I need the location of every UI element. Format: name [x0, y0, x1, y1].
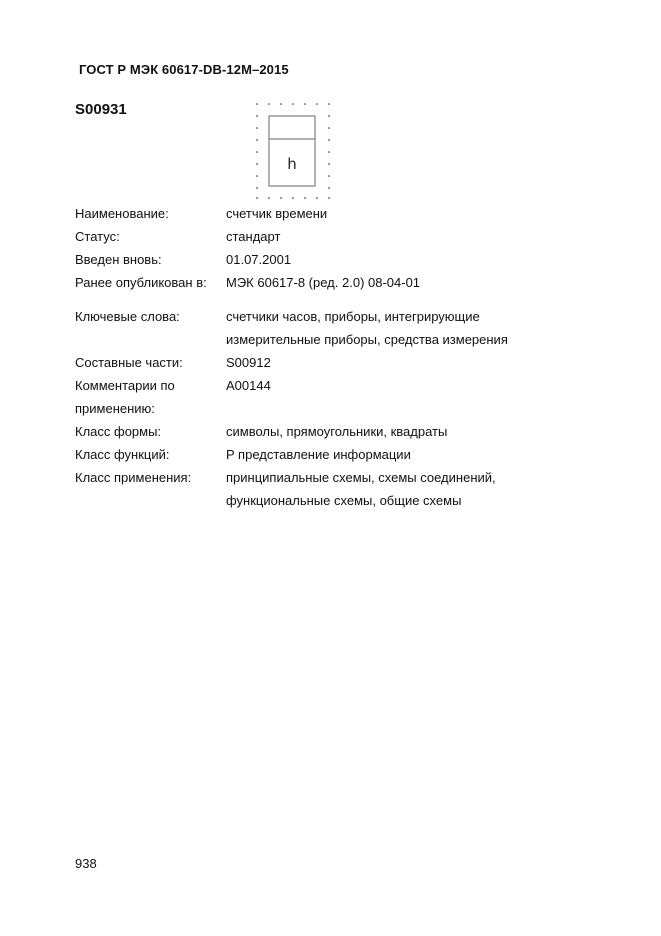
field-label: Ранее опубликован в: [75, 275, 207, 290]
field-value: A00144 [226, 378, 271, 393]
svg-text:h: h [287, 155, 297, 173]
field-value: символы, прямоугольники, квадраты [226, 424, 448, 439]
field-status [75, 225, 595, 248]
field-value: стандарт [226, 229, 281, 244]
field-function-class [75, 443, 595, 466]
field-label: Наименование: [75, 206, 169, 221]
field-application-notes-cont [75, 397, 595, 420]
field-label: Класс применения: [75, 470, 192, 485]
field-label: Комментарии по [75, 378, 175, 393]
field-label: Введен вновь: [75, 252, 162, 267]
field-application-class-cont [75, 489, 595, 512]
field-application-class [75, 466, 595, 489]
field-value: функциональные схемы, общие схемы [226, 493, 462, 508]
field-value: принципиальные схемы, схемы соединений, [226, 470, 496, 485]
field-value: счетчики часов, приборы, интегрирующие [226, 309, 480, 324]
field-keywords-cont [75, 328, 595, 351]
field-keywords [75, 305, 595, 328]
field-label: Ключевые слова: [75, 309, 180, 324]
field-shape-class [75, 420, 595, 443]
grid-dots [256, 103, 330, 199]
field-label: Статус: [75, 229, 120, 244]
field-previously-published [75, 271, 595, 294]
field-value: МЭК 60617-8 (ред. 2.0) 08-04-01 [226, 275, 421, 290]
field-value: S00912 [226, 355, 271, 370]
field-value: P представление информации [226, 447, 411, 462]
field-application-notes [75, 374, 595, 397]
field-name [75, 202, 595, 225]
field-value: 01.07.2001 [226, 252, 292, 267]
standard-header: ГОСТ Р МЭК 60617-DB-12M–2015 [79, 62, 289, 77]
field-label: применению: [75, 401, 155, 416]
page-number: 938 [75, 856, 97, 871]
symbol-id: S00931 [75, 101, 127, 118]
properties-list [75, 202, 595, 512]
symbol-graphic [255, 102, 331, 200]
field-introduced [75, 248, 595, 271]
field-components [75, 351, 595, 374]
field-label: Составные части: [75, 355, 183, 370]
field-value: измерительные приборы, средства измерения [226, 332, 508, 347]
field-label: Класс формы: [75, 424, 162, 439]
field-label: Класс функций: [75, 447, 170, 462]
field-value: счетчик времени [226, 206, 328, 221]
